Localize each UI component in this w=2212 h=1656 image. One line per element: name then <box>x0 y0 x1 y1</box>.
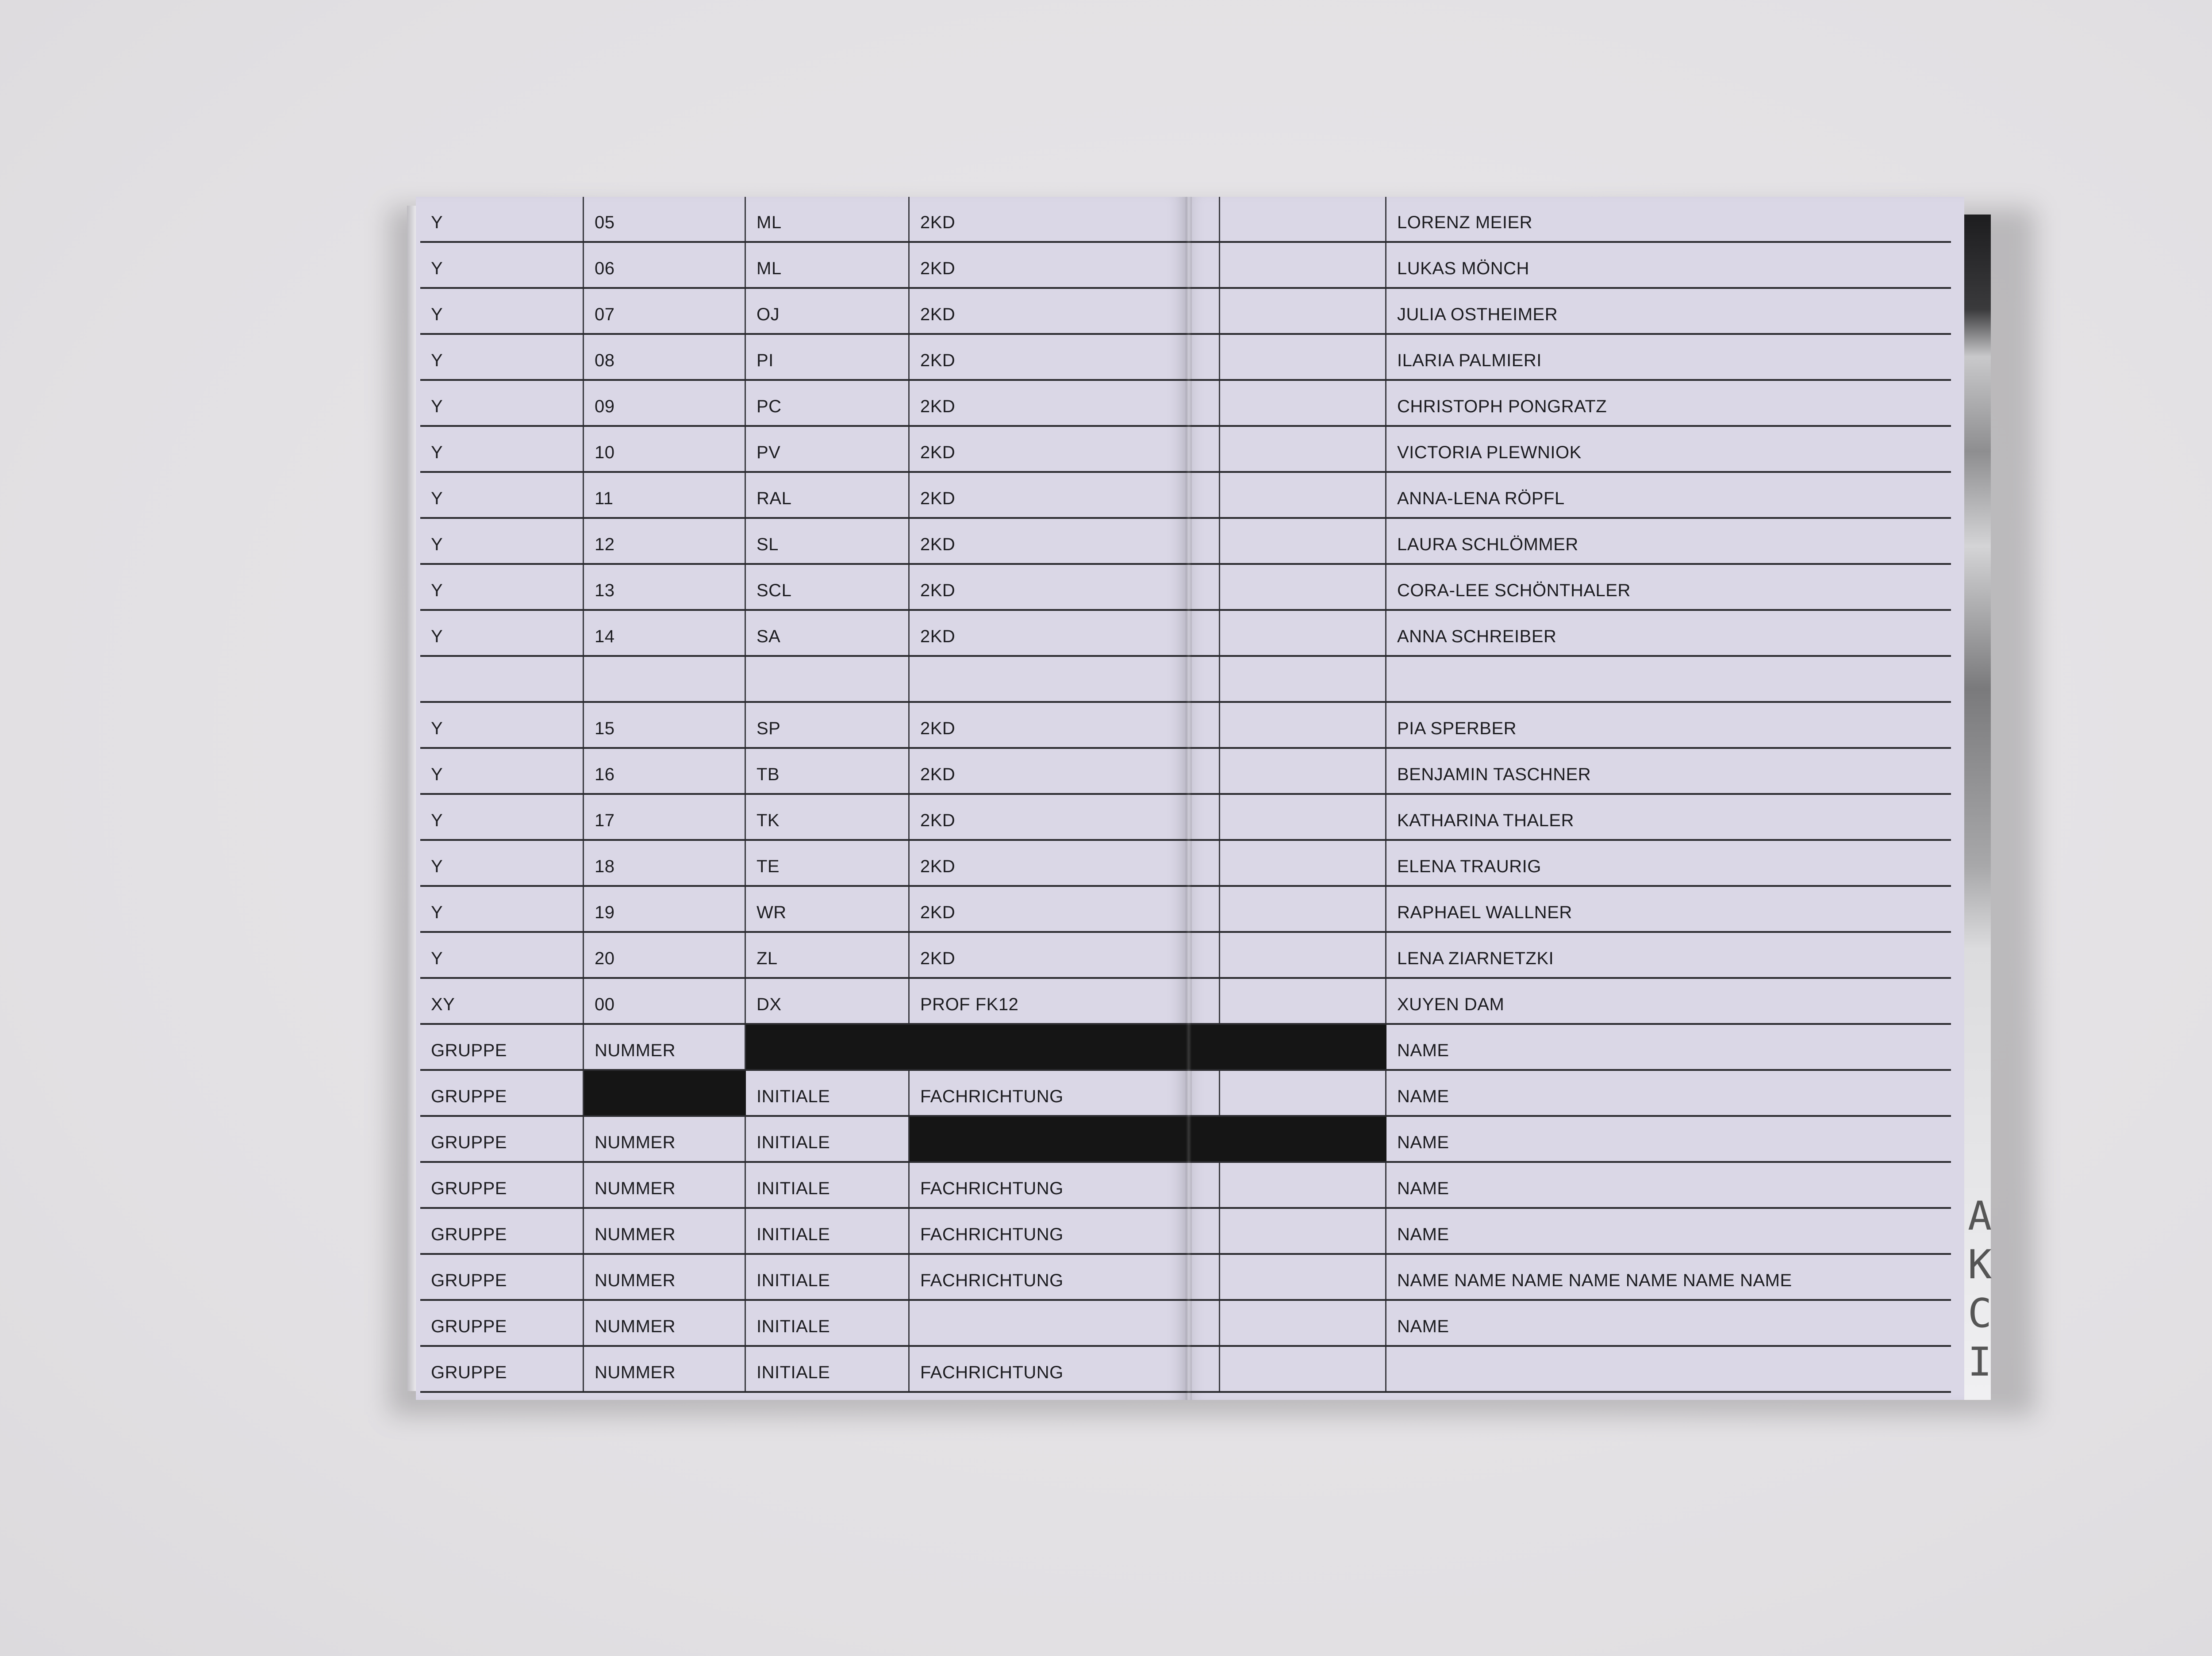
nummer-cell: 08 <box>584 335 746 379</box>
gruppe-cell: GRUPPE <box>420 1255 584 1299</box>
gruppe-cell: GRUPPE <box>420 1301 584 1345</box>
nummer-cell: 10 <box>584 427 746 471</box>
nummer-cell: 13 <box>584 565 746 609</box>
fachrichtung-cell: 2KD <box>910 519 1220 563</box>
gruppe-cell: Y <box>420 749 584 793</box>
initiale-cell: RAL <box>746 473 910 517</box>
initiale-cell: ZL <box>746 933 910 977</box>
gruppe-cell: GRUPPE <box>420 1071 584 1115</box>
gruppe-cell: Y <box>420 243 584 287</box>
gruppe-cell <box>420 657 584 701</box>
blank-cell <box>1220 657 1386 701</box>
fachrichtung-cell: 2KD <box>910 749 1220 793</box>
nummer-cell: 20 <box>584 933 746 977</box>
gruppe-cell: Y <box>420 197 584 241</box>
fachrichtung-cell: FACHRICHTUNG <box>910 1255 1220 1299</box>
initiale-cell: INITIALE <box>746 1071 910 1115</box>
fachrichtung-cell: 2KD <box>910 611 1220 655</box>
nummer-cell: 09 <box>584 381 746 425</box>
nummer-cell: 14 <box>584 611 746 655</box>
gruppe-cell: Y <box>420 795 584 839</box>
blank-cell <box>1220 243 1386 287</box>
gruppe-cell: Y <box>420 611 584 655</box>
initiale-cell: ML <box>746 243 910 287</box>
blank-cell <box>1220 979 1386 1023</box>
blank-cell <box>1220 335 1386 379</box>
initiale-cell: INITIALE <box>746 1347 910 1391</box>
initiale-cell: SCL <box>746 565 910 609</box>
nummer-cell: 05 <box>584 197 746 241</box>
fachrichtung-cell: 2KD <box>910 381 1220 425</box>
name-cell <box>1386 657 1951 701</box>
nummer-cell: 11 <box>584 473 746 517</box>
name-cell: NAME <box>1397 1087 1449 1106</box>
name-cell: XUYEN DAM <box>1397 995 1505 1014</box>
initiale-cell: ML <box>746 197 910 241</box>
fachrichtung-cell: 2KD <box>910 427 1220 471</box>
black-redaction-bar <box>746 1025 1386 1069</box>
name-cell: LAURA SCHLÖMMER <box>1397 535 1578 554</box>
name-cell: ANNA-LENA RÖPFL <box>1397 489 1565 508</box>
black-redaction-bar <box>910 1117 1386 1161</box>
blank-cell <box>1220 519 1386 563</box>
fachrichtung-cell: 2KD <box>910 243 1220 287</box>
cover-letter: C <box>1968 1290 1992 1337</box>
nummer-cell: 12 <box>584 519 746 563</box>
blank-cell <box>1220 381 1386 425</box>
name-cell: CORA-LEE SCHÖNTHALER <box>1397 581 1631 600</box>
fachrichtung-cell: 2KD <box>910 933 1220 977</box>
gruppe-cell: Y <box>420 473 584 517</box>
gruppe-cell: Y <box>420 933 584 977</box>
initiale-cell: WR <box>746 887 910 931</box>
name-cell: ANNA SCHREIBER <box>1397 627 1557 646</box>
initiale-cell: TB <box>746 749 910 793</box>
blank-cell <box>1220 1255 1386 1299</box>
black-redaction-bar <box>584 1071 746 1115</box>
gruppe-cell: Y <box>420 289 584 333</box>
initiale-cell: PI <box>746 335 910 379</box>
blank-cell <box>1220 197 1386 241</box>
initiale-cell: TE <box>746 841 910 885</box>
initiale-cell: INITIALE <box>746 1209 910 1253</box>
fachrichtung-cell: 2KD <box>910 841 1220 885</box>
initiale-cell: SL <box>746 519 910 563</box>
open-booklet <box>407 197 2017 1400</box>
nummer-cell: NUMMER <box>584 1025 746 1069</box>
name-cell: NAME <box>1397 1041 1449 1060</box>
nummer-cell: NUMMER <box>584 1117 746 1161</box>
fachrichtung-cell: 2KD <box>910 565 1220 609</box>
fachrichtung-cell: 2KD <box>910 289 1220 333</box>
initiale-cell: INITIALE <box>746 1255 910 1299</box>
gruppe-cell: Y <box>420 335 584 379</box>
initiale-cell: TK <box>746 795 910 839</box>
name-cell: ELENA TRAURIG <box>1397 857 1541 876</box>
nummer-cell: 19 <box>584 887 746 931</box>
nummer-cell: 17 <box>584 795 746 839</box>
blank-cell <box>1220 473 1386 517</box>
blank-cell <box>1220 749 1386 793</box>
blank-cell <box>1220 565 1386 609</box>
name-cell: LENA ZIARNETZKI <box>1397 949 1554 968</box>
initiale-cell: PV <box>746 427 910 471</box>
gruppe-cell: XY <box>420 979 584 1023</box>
nummer-cell: 00 <box>584 979 746 1023</box>
blank-cell <box>1220 1347 1386 1391</box>
blank-cell <box>1220 1209 1386 1253</box>
name-cell: NAME <box>1397 1317 1449 1336</box>
gruppe-cell: Y <box>420 381 584 425</box>
cover-letter: K <box>1968 1242 1992 1288</box>
blank-cell <box>1220 703 1386 747</box>
fachrichtung-cell <box>910 1301 1220 1345</box>
gruppe-cell: GRUPPE <box>420 1209 584 1253</box>
gruppe-cell: Y <box>420 519 584 563</box>
nummer-cell: NUMMER <box>584 1255 746 1299</box>
gruppe-cell: Y <box>420 841 584 885</box>
blank-cell <box>1220 427 1386 471</box>
name-cell: NAME <box>1397 1179 1449 1198</box>
fachrichtung-cell <box>910 657 1220 701</box>
gruppe-cell: GRUPPE <box>420 1025 584 1069</box>
gruppe-cell: Y <box>420 565 584 609</box>
initiale-cell: DX <box>746 979 910 1023</box>
initiale-cell: SP <box>746 703 910 747</box>
name-cell: BENJAMIN TASCHNER <box>1397 765 1591 784</box>
nummer-cell: NUMMER <box>584 1209 746 1253</box>
name-cell: LUKAS MÖNCH <box>1397 259 1529 278</box>
fachrichtung-cell: FACHRICHTUNG <box>910 1347 1220 1391</box>
blank-cell <box>1220 289 1386 333</box>
fachrichtung-cell: 2KD <box>910 887 1220 931</box>
initiale-cell: PC <box>746 381 910 425</box>
nummer-cell: 06 <box>584 243 746 287</box>
fachrichtung-cell: PROF FK12 <box>910 979 1220 1023</box>
initiale-cell: INITIALE <box>746 1163 910 1207</box>
blank-cell <box>1220 887 1386 931</box>
name-cell: ILARIA PALMIERI <box>1397 351 1542 370</box>
gruppe-cell: GRUPPE <box>420 1117 584 1161</box>
nummer-cell: 18 <box>584 841 746 885</box>
name-cell: VICTORIA PLEWNIOK <box>1397 443 1582 462</box>
nummer-cell: 15 <box>584 703 746 747</box>
nummer-cell: 16 <box>584 749 746 793</box>
initiale-cell: OJ <box>746 289 910 333</box>
initiale-cell: INITIALE <box>746 1301 910 1345</box>
nummer-cell: NUMMER <box>584 1301 746 1345</box>
name-cell: RAPHAEL WALLNER <box>1397 903 1572 922</box>
nummer-cell: NUMMER <box>584 1347 746 1391</box>
gruppe-cell: GRUPPE <box>420 1163 584 1207</box>
fachrichtung-cell: FACHRICHTUNG <box>910 1163 1220 1207</box>
fachrichtung-cell: 2KD <box>910 795 1220 839</box>
blank-cell <box>1220 841 1386 885</box>
name-cell: NAME NAME NAME NAME NAME NAME NAME <box>1397 1271 1792 1290</box>
gruppe-cell: Y <box>420 887 584 931</box>
name-cell: NAME <box>1397 1133 1449 1152</box>
fachrichtung-cell: 2KD <box>910 335 1220 379</box>
gruppe-cell: GRUPPE <box>420 1347 584 1391</box>
spine-gutter <box>1186 197 1192 1400</box>
nummer-cell <box>584 657 746 701</box>
blank-cell <box>1220 611 1386 655</box>
fachrichtung-cell: FACHRICHTUNG <box>910 1209 1220 1253</box>
fachrichtung-cell: 2KD <box>910 703 1220 747</box>
fachrichtung-cell: 2KD <box>910 473 1220 517</box>
blank-cell <box>1220 933 1386 977</box>
fachrichtung-cell: 2KD <box>910 197 1220 241</box>
cover-letters <box>1968 1192 1990 1387</box>
fachrichtung-cell: FACHRICHTUNG <box>910 1071 1220 1115</box>
name-cell <box>1386 1347 1951 1391</box>
blank-cell <box>1220 795 1386 839</box>
initiale-cell: INITIALE <box>746 1117 910 1161</box>
name-cell: JULIA OSTHEIMER <box>1397 305 1558 324</box>
name-cell: LORENZ MEIER <box>1397 213 1533 232</box>
gruppe-cell: Y <box>420 427 584 471</box>
name-cell: KATHARINA THALER <box>1397 811 1574 830</box>
initiale-cell <box>746 657 910 701</box>
blank-cell <box>1220 1163 1386 1207</box>
cover-letter: A <box>1968 1193 1992 1239</box>
blank-cell <box>1220 1071 1386 1115</box>
name-cell: NAME <box>1397 1225 1449 1244</box>
initiale-cell: SA <box>746 611 910 655</box>
cover-letter: I <box>1968 1339 1992 1385</box>
name-cell: PIA SPERBER <box>1397 719 1517 738</box>
blank-cell <box>1220 1301 1386 1345</box>
nummer-cell: NUMMER <box>584 1163 746 1207</box>
name-cell: CHRISTOPH PONGRATZ <box>1397 397 1607 416</box>
nummer-cell: 07 <box>584 289 746 333</box>
gruppe-cell: Y <box>420 703 584 747</box>
